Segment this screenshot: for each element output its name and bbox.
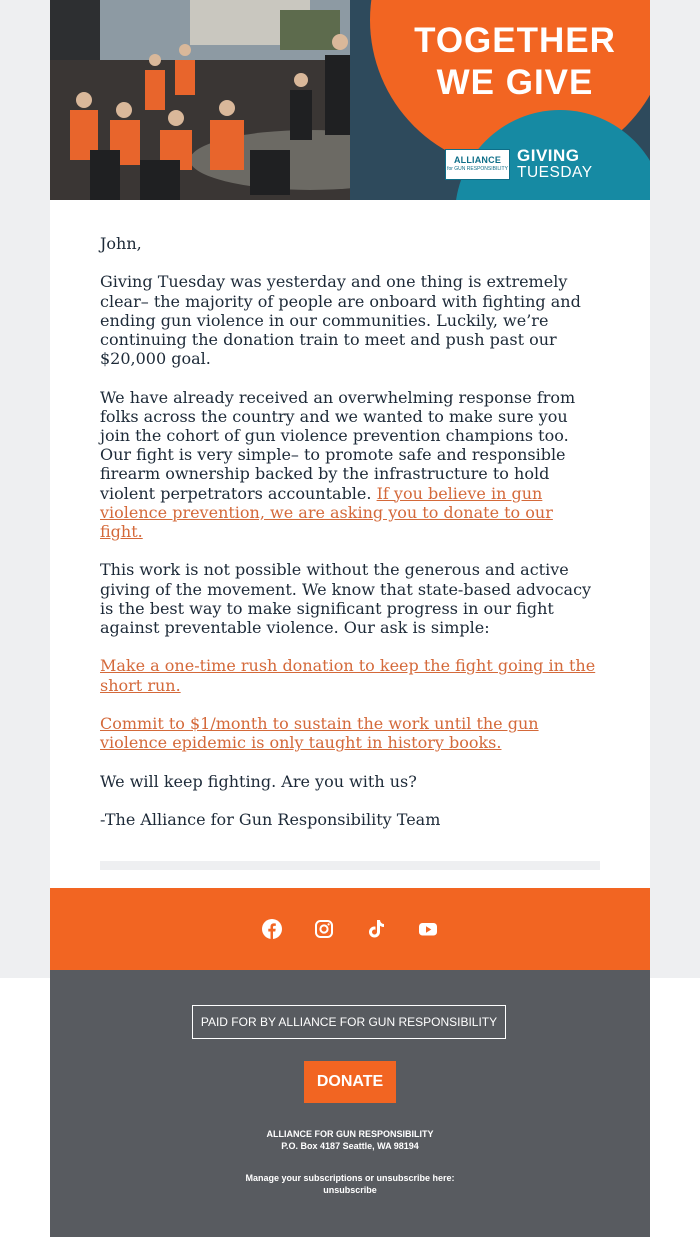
giving-logo-line2: TUESDAY [517,164,593,181]
paid-for-notice: PAID FOR BY ALLIANCE FOR GUN RESPONSIBILITY [192,1005,506,1039]
tiktok-icon[interactable] [366,919,386,939]
greeting: John, [100,234,142,253]
facebook-icon[interactable] [262,919,282,939]
footer [50,970,650,1237]
paragraph-2-text: We have already received an overwhelming response from folks across the country and we wanted to make sure you join the cohort of gun violence prevention champions too. Our fight is very simple– to promote safe and responsible firearm ownership backed by the infrastructure to hold violent perpetrators accountable. [100,387,576,503]
hero-title-line2: WE GIVE [436,63,594,102]
org-po-box: P.O. Box 4187 Seattle, WA 98194 [281,1141,419,1152]
manage-text: Manage your subscriptions or unsubscribe here: [245,1173,455,1184]
org-name: ALLIANCE FOR GUN RESPONSIBILITY [266,1129,434,1140]
youtube-icon[interactable] [418,919,438,939]
alliance-logo-line1: ALLIANCE [453,155,502,165]
unsubscribe-link[interactable]: unsubscribe [323,1185,377,1196]
alliance-logo [445,149,510,180]
giving-logo-line1: GIVING [517,146,580,165]
paragraph-1: Giving Tuesday was yesterday and one thing is extremely clear– the majority of people are onboard with fighting and ending gun violence in our communities. Luckily, we’re continuing the donation train to meet and push past our $20,000 goal. [100,272,581,369]
social-bar [50,888,650,970]
divider [100,861,600,870]
paragraph-2 [100,388,600,542]
letter-body [50,200,650,888]
signature: -The Alliance for Gun Responsibility Team [100,809,441,829]
monthly-donation-paragraph [100,714,600,752]
one-time-donation-link[interactable]: Make a one-time rush donation to keep the fight going in the short run. [100,656,596,695]
one-time-donation-paragraph [100,656,600,694]
instagram-icon[interactable] [314,919,334,939]
org-address [50,1128,650,1152]
hero-title [400,20,630,104]
hero-title-line1: TOGETHER [414,21,616,60]
monthly-donation-link[interactable]: Commit to $1/month to sustain the work until the gun violence epidemic is only taught in history books. [100,714,539,753]
manage-subscriptions [50,1172,650,1196]
giving-tuesday-logo [517,147,593,181]
donate-to-fight-link[interactable]: If you believe in gun violence prevention, we are asking you to donate to our fight. [100,483,553,542]
donate-button[interactable]: DONATE [304,1061,396,1103]
alliance-logo-line2: for GUN RESPONSIBILITY [447,166,508,172]
paragraph-4: We will keep fighting. Are you with us? [100,771,417,791]
paragraph-3: This work is not possible without the generous and active giving of the movement. We know that state-based advocacy is the best way to make significant progress in our fight against preventable violence. Our ask is simple: [100,560,592,638]
hero-banner [50,0,650,200]
email-container [50,0,650,1237]
